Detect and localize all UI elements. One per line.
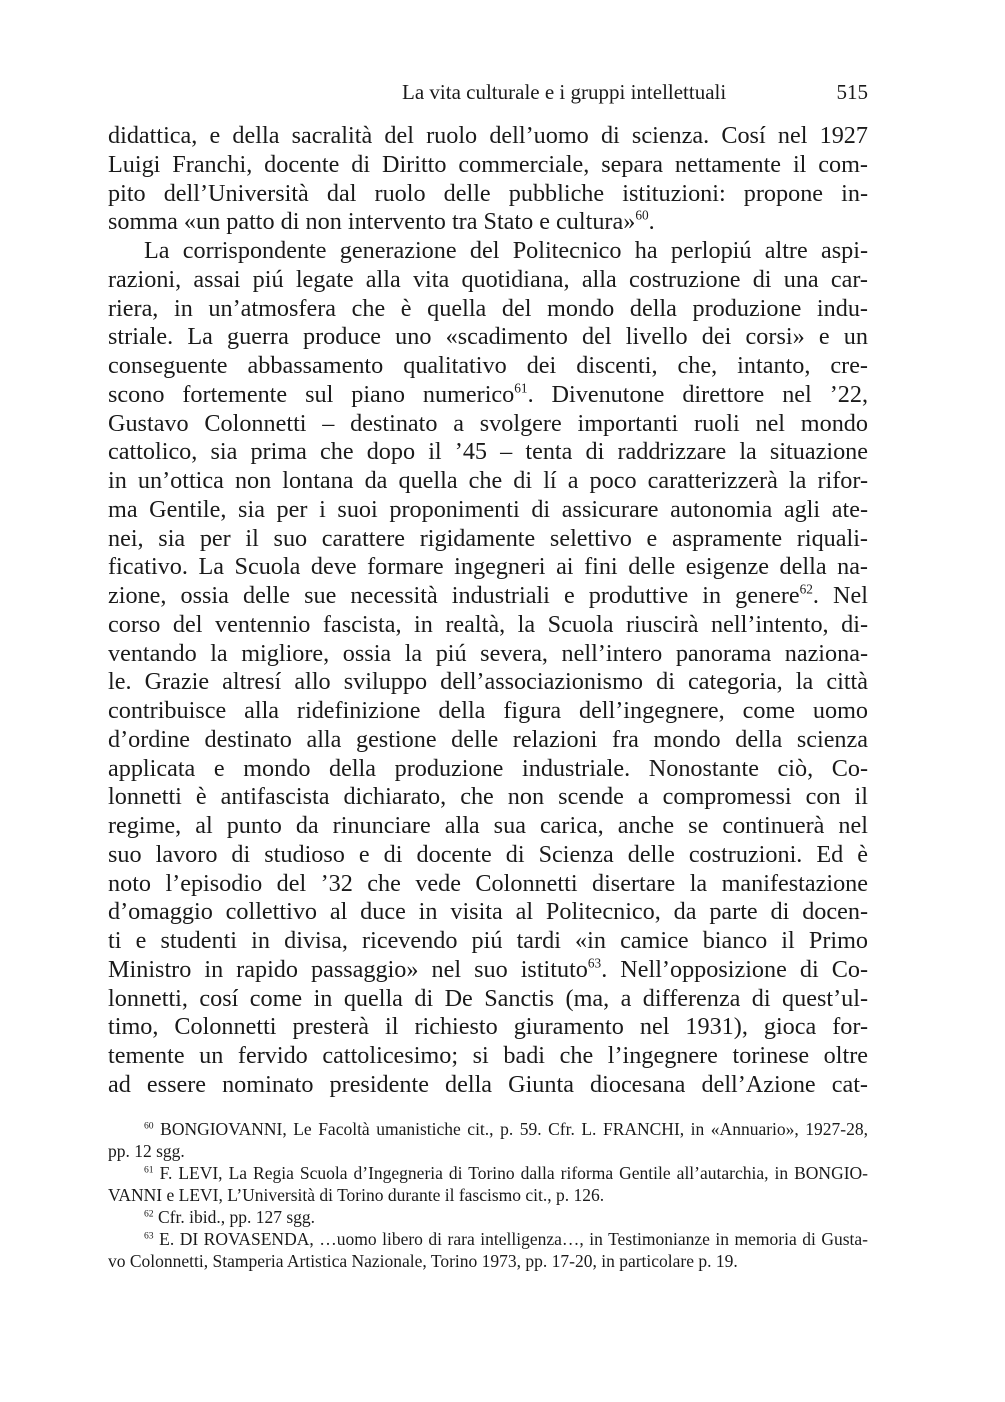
body-line: somma «un patto di non intervento tra Stato e cultura»$^{60}$.	[108, 207, 655, 236]
footnote-ref[interactable]: 62	[799, 581, 813, 597]
body-line: corso del ventennio fascista, in realtà, la Scuola riuscirà nell’intento, di-	[108, 610, 868, 638]
body-line: ventando la migliore, ossia la piú severa, nell’intero panorama naziona-	[108, 639, 868, 667]
footnote-line: $^{61}$ F. LEVI, La Regia Scuola d’Ingegneria di Torino dalla riforma Gentile all’autarchia, in BONGIO-	[144, 1163, 869, 1183]
footnote-number: 63	[144, 1230, 154, 1242]
body-line: lonnetti, cosí come in quella di De Sanctis (ma, a differenza di quest’ul-	[108, 984, 868, 1012]
footnotes	[108, 1118, 868, 1272]
body-text	[108, 122, 868, 1100]
body-line: La corrispondente generazione del Politecnico ha perlopiú altre aspi-	[144, 237, 868, 264]
body-line: Luigi Franchi, docente di Diritto commerciale, separa nettamente il com-	[108, 150, 868, 178]
body-line: temente un fervido cattolicesimo; si badi che l’ingegnere torinese oltre	[108, 1042, 868, 1069]
body-line: ficativo. La Scuola deve formare ingegneri ai fini delle esigenze della na-	[108, 553, 868, 581]
body-line: d’ordine destinato alla gestione delle relazioni fra mondo della scienza	[108, 725, 868, 753]
body-line: ti e studenti in divisa, ricevendo piú tardi «in camice bianco il Primo	[108, 927, 868, 954]
body-line: lonnetti è antifascista dichiarato, che non scende a compromessi con il	[108, 783, 868, 811]
running-title: La vita culturale e i gruppi intellettuali	[402, 80, 727, 104]
body-line: ma Gentile, sia per i suoi proponimenti di assicurare autonomia agli ate-	[108, 495, 868, 523]
footnote-ref[interactable]: 61	[514, 380, 528, 396]
body-line: applicata e mondo della produzione industriale. Nonostante ciò, Co-	[108, 754, 868, 782]
body-line: Ministro in rapido passaggio» nel suo istituto$^{63}$. Nell’opposizione di Co-	[108, 955, 868, 983]
footnote-line: pp. 12 sgg.	[108, 1141, 185, 1161]
footnote-ref[interactable]: 60	[635, 207, 649, 223]
footnote-line: $^{63}$ E. DI ROVASENDA, …uomo libero di rara intelligenza…, in Testimonianze in memoria di Gusta-	[144, 1229, 868, 1249]
body-line: suo lavoro di studioso e di docente di Scienza delle costruzioni. Ed è	[108, 840, 868, 868]
body-line: le. Grazie altresí allo sviluppo dell’associazionismo di categoria, la città	[108, 668, 868, 696]
body-line: in un’ottica non lontana da quella che di lí a poco caratterizzerà la rifor-	[108, 467, 868, 494]
body-line: noto l’episodio del ’32 che vede Colonnetti disertare la manifestazione	[108, 869, 868, 897]
running-header	[402, 80, 868, 108]
body-line: Gustavo Colonnetti – destinato a svolgere importanti ruoli nel mondo	[108, 409, 868, 437]
body-line: riera, in un’atmosfera che è quella del mondo della produzione indu-	[108, 294, 868, 322]
body-line: cattolico, sia prima che dopo il ’45 – tenta di raddrizzare la situazione	[108, 438, 868, 466]
body-line: nei, sia per il suo carattere rigidamente selettivo e aspramente riquali-	[108, 524, 868, 552]
footnote-number: 61	[144, 1164, 154, 1176]
body-line: ad essere nominato presidente della Giunta diocesana dell’Azione cat-	[108, 1070, 868, 1098]
body-line: regime, al punto da rinunciare alla sua carica, anche se continuerà nel	[108, 812, 868, 839]
footnote-line: vo Colonnetti, Stamperia Artistica Nazionale, Torino 1973, pp. 17-20, in particolare p. 19.	[108, 1251, 738, 1271]
footnote-line: $^{62}$ Cfr. ibid., pp. 127 sgg.	[144, 1207, 316, 1227]
body-line: pito dell’Università dal ruolo delle pubbliche istituzioni: propone in-	[108, 179, 868, 207]
body-line: didattica, e della sacralità del ruolo dell’uomo di scienza. Cosí nel 1927	[108, 122, 868, 149]
body-line: scono fortemente sul piano numerico$^{61}$. Divenutone direttore nel ’22,	[108, 380, 868, 408]
page-number: 515	[836, 80, 868, 104]
footnote-number: 62	[144, 1208, 154, 1220]
body-line: zione, ossia delle sue necessità industriali e produttive in genere$^{62}$. Nel	[108, 581, 868, 609]
footnote-ref[interactable]: 63	[587, 955, 602, 971]
body-line: timo, Colonnetti presterà il richiesto giuramento nel 1931), gioca for-	[108, 1013, 868, 1041]
body-line: d’omaggio collettivo al duce in visita al Politecnico, da parte di docen-	[108, 898, 868, 926]
body-line: conseguente abbassamento qualitativo dei discenti, che, intanto, cre-	[108, 352, 868, 379]
footnote-line: $^{60}$ BONGIOVANNI, Le Facoltà umanistiche cit., p. 59. Cfr. L. FRANCHI, in «Annuario», 1927-28,	[144, 1119, 868, 1139]
body-line: striale. La guerra produce uno «scadimento del livello dei corsi» e un	[108, 323, 868, 351]
body-line: contribuisce alla ridefinizione della figura dell’ingegnere, come uomo	[108, 697, 868, 724]
footnote-line: VANNI e LEVI, L’Università di Torino durante il fascismo cit., p. 126.	[108, 1185, 605, 1205]
body-line: razioni, assai piú legate alla vita quotidiana, alla costruzione di una car-	[108, 265, 868, 293]
footnote-number: 60	[144, 1120, 154, 1132]
